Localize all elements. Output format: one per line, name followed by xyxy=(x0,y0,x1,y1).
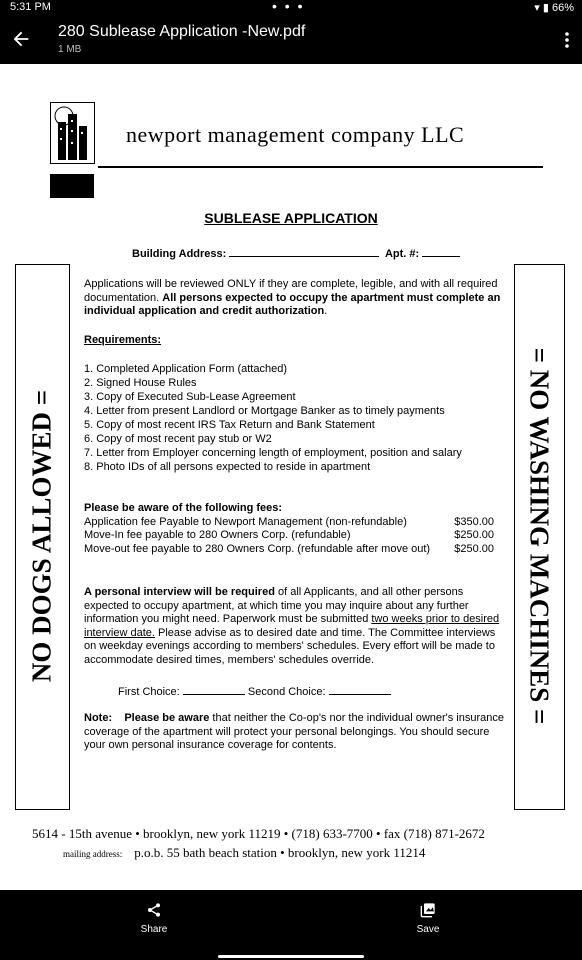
fee-row: Application fee Payable to Newport Management (non-refundable) $350.00 xyxy=(84,515,494,528)
share-button[interactable] xyxy=(114,902,194,935)
fees-title: Please be aware of the following fees: xyxy=(84,502,283,514)
more-options-icon[interactable] xyxy=(562,30,572,50)
building-address-line: Building Address: Apt. #: xyxy=(132,246,460,260)
wifi-icon: ▾ xyxy=(534,2,540,14)
share-icon xyxy=(146,902,162,918)
save-button[interactable] xyxy=(388,902,468,935)
app-bar xyxy=(0,16,582,64)
status-time: 5:31 PM xyxy=(10,1,51,13)
bottom-action-bar xyxy=(0,890,582,960)
file-size: 1 MB xyxy=(58,44,82,55)
status-dots: • • • xyxy=(272,0,305,14)
back-arrow-icon[interactable] xyxy=(10,28,32,50)
share-label: Share xyxy=(140,924,168,935)
header-rule xyxy=(98,166,543,168)
footer-address: 5614 - 15th avenue • brooklyn, new york 11219 • (718) 633-7700 • fax (718) 871-2672 xyxy=(32,826,485,841)
company-name: newport management company LLC xyxy=(126,122,465,147)
fee-row: Move-In fee payable to 280 Owners Corp. (refundable) $250.00 xyxy=(84,529,494,541)
list-item: 5. Copy of most recent IRS Tax Return and Bank Statement xyxy=(84,419,375,431)
list-item: 4. Letter from present Landlord or Mortgage Banker as to timely payments xyxy=(84,405,445,417)
list-item: 2. Signed House Rules xyxy=(84,377,197,389)
pdf-page[interactable] xyxy=(0,64,582,890)
save-label: Save xyxy=(416,924,440,935)
redaction-box xyxy=(50,174,94,198)
list-item: 3. Copy of Executed Sub-Lease Agreement xyxy=(84,391,296,403)
insurance-note: Note: Please be aware that neither the Co-op's nor the individual owner's insurance coverage of the apartment will protect your personal belongings. You should secure your own personal insurance coverage for contents. xyxy=(84,712,505,751)
file-title: 280 Sublease Application -New.pdf xyxy=(58,23,306,40)
list-item: 1. Completed Application Form (attached) xyxy=(84,363,287,375)
no-washing-machines-banner: = NO WASHING MACHINES = xyxy=(524,347,555,725)
fee-row: Move-out fee payable to 280 Owners Corp. (refundable after move out) $250.00 xyxy=(84,542,494,555)
no-dogs-banner: NO DOGS ALLOWED = xyxy=(26,389,57,683)
nav-gesture-handle[interactable] xyxy=(218,955,364,958)
save-icon xyxy=(420,902,436,918)
document-heading: SUBLEASE APPLICATION xyxy=(204,210,378,226)
list-item: 7. Letter from Employer concerning length of employment, position and salary xyxy=(84,447,462,459)
status-icons xyxy=(534,1,574,14)
footer-mailing-address: mailing address: p.o.b. 55 bath beach station • brooklyn, new york 11214 xyxy=(63,845,426,860)
battery-percent: 66% xyxy=(551,2,574,14)
list-item: 8. Photo IDs of all persons expected to reside in apartment xyxy=(84,461,371,473)
status-bar xyxy=(0,0,582,16)
fees-section xyxy=(84,502,494,556)
requirements-list xyxy=(84,362,514,474)
requirements-title: Requirements: xyxy=(84,334,162,346)
company-logo xyxy=(50,102,95,164)
interview-choices: First Choice: Second Choice: xyxy=(118,684,548,700)
battery-icon: ▮ xyxy=(542,2,549,14)
intro-paragraph: Applications will be reviewed ONLY if they are complete, legible, and with all required documentation. All persons expected to occupy the apartment must complete an individual application and credit authorization. xyxy=(84,278,501,317)
interview-paragraph: A personal interview will be required of all Applicants, and all other persons expected to occupy apartment, at which time you may inquire about any further information you might need. Paperwork must be submitted two weeks prior to desired interview date. Please advise as to desired date and time. The Committee interviews on weekday evenings according to members' schedules. Every effort will be made to accommodate desired times, members' schedules override. xyxy=(84,586,500,666)
list-item: 6. Copy of most recent pay stub or W2 xyxy=(84,433,272,445)
